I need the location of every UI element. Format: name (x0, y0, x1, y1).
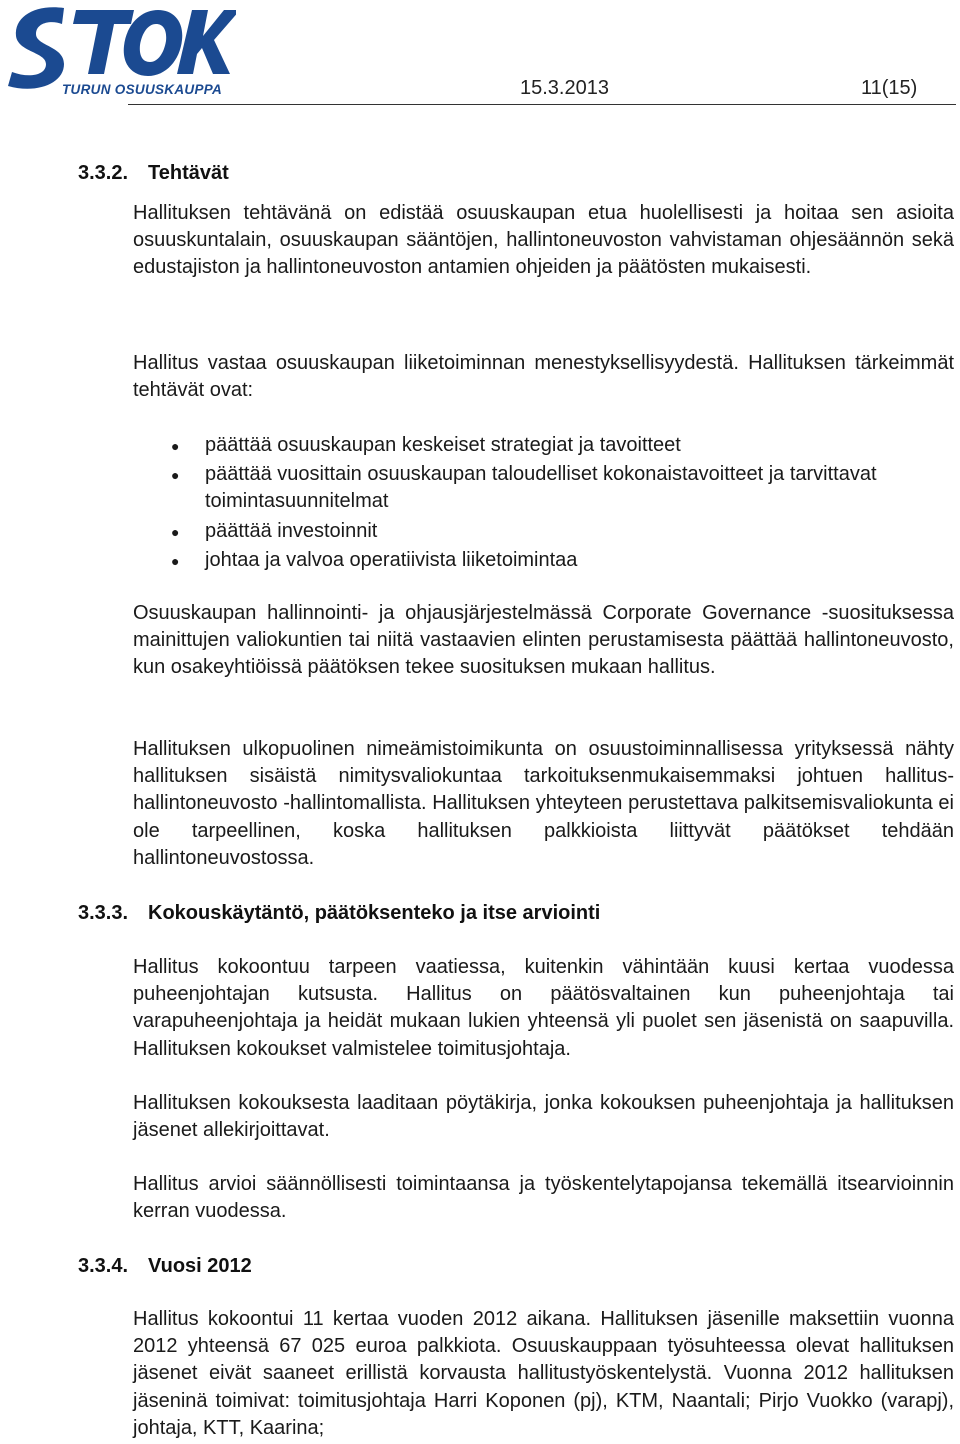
bullet-icon: ● (171, 523, 180, 540)
section-number: 3.3.3. (78, 902, 129, 924)
section-title: Kokouskäytäntö, päätöksenteko ja itse arviointi (148, 902, 601, 924)
paragraph: Hallitus kokoontui 11 kertaa vuoden 2012 aikana. Hallituksen jäsenille maksettiin vuonna 2012 yhteensä 67 025 euroa palkkiota. Osuuskauppaan työsuhteessa olevat hallituksen jäsenet eivät saaneet erillistä korvausta hallitustyöskentelystä. Vuonna 2012 hallituksen jäseninä toimivat: toimitusjohtaja Harri Koponen (pj), KTM, Naantali; Pirjo Vuokko (varapj), johtaja, KTT, Kaarina; (133, 1308, 954, 1439)
paragraph: Hallituksen kokouksesta laaditaan pöytäkirja, jonka kokouksen puheenjohtaja ja hallituksen jäsenet allekirjoittavat. (133, 1092, 954, 1142)
page-number: 11(15) (861, 77, 918, 99)
paragraph: Hallitus vastaa osuuskaupan liiketoiminnan menestyksellisyydestä. Hallituksen tärkeimmät tehtävät ovat: (133, 352, 954, 402)
bullet-icon: ● (171, 438, 180, 454)
stok-logo (6, 2, 236, 100)
section-number: 3.3.2. (78, 162, 129, 184)
list-item: ● päättää vuosittain osuuskaupan taloudelliset kokonaistavoitteet ja tarvittavat toimintasuunnitelmat (171, 463, 877, 513)
paragraph: Hallitus arvioi säännöllisesti toimintaansa ja työskentelytapojansa tekemällä itsearvioinnin kerran vuodessa. (133, 1173, 954, 1223)
section-heading-3-3-4 (78, 1254, 252, 1278)
paragraph: Osuuskaupan hallinnointi- ja ohjausjärjestelmässä Corporate Governance -suosituksessa mainittujen valiokuntien tai niitä vastaavien elinten perustamisesta päättää hallintoneuvosto, kun osakeyhtiöissä päätöksen tekee suosituksen mukaan hallitus. (133, 602, 954, 679)
section-heading-3-3-3 (78, 901, 600, 925)
paragraph: Hallitus kokoontuu tarpeen vaatiessa, kuitenkin vähintään kuusi kertaa vuodessa puheenjohtajan kutsusta. Hallitus on päätösvaltainen kun puheenjohtaja tai varapuheenjohtaja ja heidät mukaan lukien yhteensä yli puolet sen jäsenistä on saapuvilla. Hallituksen kokoukset valmistelee toimitusjohtaja. (133, 956, 954, 1060)
document-date: 15.3.2013 (520, 77, 609, 99)
section-title: Tehtävät (148, 162, 229, 184)
list-item: ● johtaa ja valvoa operatiivista liiketoimintaa (171, 548, 578, 571)
header-divider (128, 104, 956, 105)
section-number: 3.3.4. (78, 1255, 129, 1277)
task-list (133, 432, 954, 576)
logo-subtitle: TURUN OSUUSKAUPPA (62, 82, 223, 97)
section-heading-3-3-2 (78, 161, 229, 185)
list-item: ● päättää osuuskaupan keskeiset strategiat ja tavoitteet (171, 434, 681, 456)
paragraph: Hallituksen ulkopuolinen nimeämistoimikunta on osuustoiminnallisessa yrityksessä nähty hallituksen sisäistä nimitysvaliokuntaa tarkoituksenmukaisemmaksi johtuen hallitus-hallintoneuvosto -hallintomallista. Hallituksen yhteyteen perustettava palkitsemisvaliokunta ei ole tarpeellinen, koska hallituksen palkkioista liittyvät päätökset tehdään hallintoneuvostossa. (133, 738, 954, 869)
page-header (0, 0, 960, 110)
bullet-icon: ● (171, 552, 180, 569)
list-item: ● päättää investoinnit (171, 519, 378, 542)
bullet-icon: ● (171, 467, 180, 484)
paragraph: Hallituksen tehtävänä on edistää osuuskaupan etua huolellisesti ja hoitaa sen asioita osuuskuntalain, osuuskaupan sääntöjen, hallintoneuvoston vahvistaman ohjesäännön sekä edustajiston ja hallintoneuvoston antamien ohjeiden ja päätösten mukaisesti. (133, 202, 954, 279)
section-title: Vuosi 2012 (148, 1255, 252, 1277)
